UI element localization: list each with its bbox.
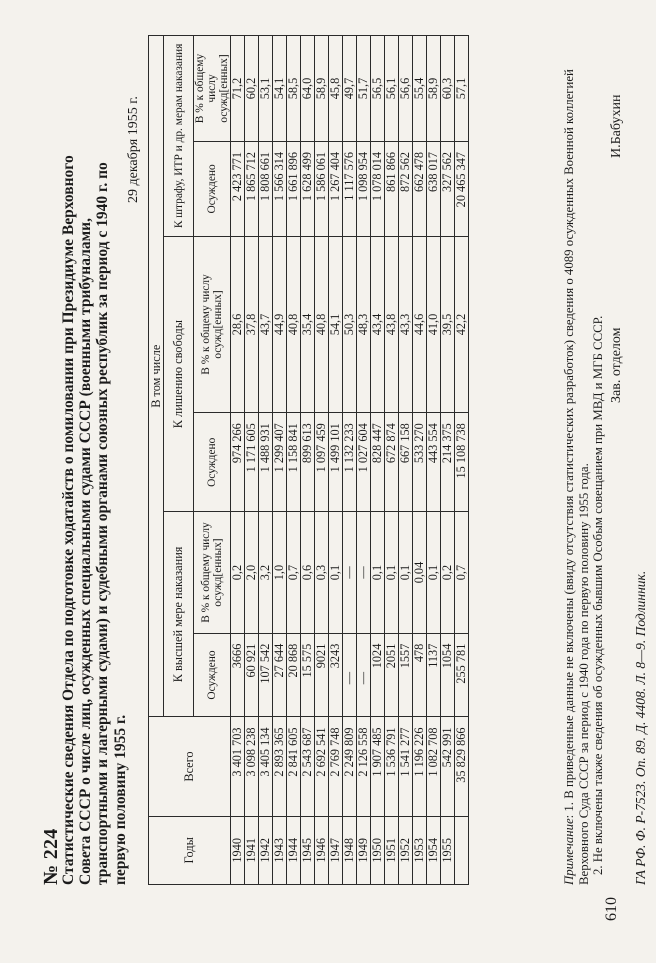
prison-percent-cell: 28,6	[231, 236, 245, 412]
prison-count-cell: 1 158 841	[287, 413, 301, 512]
note-1-text: : 1. В приведенные данные не включены (ввиду отсутствия статистических разработок) сведения о 4089 осужденных Военной коллегией Верховного Суда СССР за период с 1940 года по первую половину 1955 года.	[562, 69, 591, 885]
archive-source: ГА РФ. Ф. Р-7523. Оп. 89. Д. 4408. Л. 8—9. Подлинник.	[633, 570, 648, 885]
header-percent: В % к общему числу осужд[енных]	[194, 236, 231, 412]
death-count-cell: 2051	[385, 633, 399, 717]
fine-count-cell: 1 865 712	[245, 141, 259, 236]
fine-count-cell: 1 267 404	[329, 141, 343, 236]
death-percent-cell: 0,1	[385, 512, 399, 633]
death-percent-cell: 0,1	[329, 512, 343, 633]
fine-count-cell: 1 078 014	[371, 141, 385, 236]
notes	[562, 65, 606, 885]
prison-count-cell: 1 488 931	[259, 413, 273, 512]
table-row	[231, 36, 245, 885]
fine-count-cell: 327 562	[441, 141, 455, 236]
table-row	[329, 36, 343, 885]
total-cell: 3 098 238	[245, 717, 259, 816]
prison-percent-cell: 41,0	[427, 236, 441, 412]
year-cell: 1944	[287, 816, 301, 884]
death-percent-cell: 0,1	[399, 512, 413, 633]
total-cell: 35 829 866	[455, 717, 469, 816]
table-row	[399, 36, 413, 885]
table-row	[357, 36, 371, 885]
year-cell: 1954	[427, 816, 441, 884]
signature-position: Зав. отделом	[609, 327, 624, 403]
prison-count-cell: 899 613	[301, 413, 315, 512]
prison-percent-cell: 48,3	[357, 236, 371, 412]
death-count-cell: 1137	[427, 633, 441, 717]
table-body	[231, 36, 469, 885]
year-cell: 1946	[315, 816, 329, 884]
prison-count-cell: 1 499 101	[329, 413, 343, 512]
table-row	[245, 36, 259, 885]
note-label: Примечание	[562, 818, 576, 885]
table-row	[287, 36, 301, 885]
death-percent-cell: 0,2	[441, 512, 455, 633]
prison-percent-cell: 40,8	[287, 236, 301, 412]
header-percent: В % к общему числу осужд[енных]	[194, 36, 231, 142]
fine-percent-cell: 56,1	[385, 36, 399, 142]
fine-percent-cell: 55,4	[413, 36, 427, 142]
table-row	[413, 36, 427, 885]
fine-percent-cell: 57,1	[455, 36, 469, 142]
prison-count-cell: 1 097 459	[315, 413, 329, 512]
death-percent-cell: 0,3	[315, 512, 329, 633]
prison-count-cell: 1 299 407	[273, 413, 287, 512]
signature-name: И.Бабухин	[609, 94, 624, 158]
death-percent-cell: —	[357, 512, 371, 633]
death-percent-cell: 3,2	[259, 512, 273, 633]
death-count-cell: 3243	[329, 633, 343, 717]
death-count-cell: 60 921	[245, 633, 259, 717]
prison-percent-cell: 43,4	[371, 236, 385, 412]
fine-count-cell: 20 465 347	[455, 141, 469, 236]
header-fines-other: К штрафу, ИТР и др. мерам наказания	[164, 36, 194, 237]
fine-count-cell: 1 661 896	[287, 141, 301, 236]
prison-percent-cell: 43,7	[259, 236, 273, 412]
fine-count-cell: 861 866	[385, 141, 399, 236]
page-number: 610	[603, 897, 620, 921]
death-count-cell: 255 781	[455, 633, 469, 717]
total-cell: 3 405 134	[259, 717, 273, 816]
header-total: Всего	[149, 717, 231, 816]
fine-count-cell: 2 423 771	[231, 141, 245, 236]
prison-percent-cell: 50,3	[343, 236, 357, 412]
death-percent-cell: 0,2	[231, 512, 245, 633]
table-row	[441, 36, 455, 885]
death-percent-cell: 0,04	[413, 512, 427, 633]
total-cell: 2 769 748	[329, 717, 343, 816]
fine-count-cell: 1 628 499	[301, 141, 315, 236]
death-percent-cell: 1,0	[273, 512, 287, 633]
year-cell: 1951	[385, 816, 399, 884]
total-cell: 1 541 277	[399, 717, 413, 816]
death-count-cell: 27 644	[273, 633, 287, 717]
prison-percent-cell: 43,8	[385, 236, 399, 412]
fine-percent-cell: 45,8	[329, 36, 343, 142]
note-2: 2. Не включены также сведения об осужденных бывшим Особым совещанием при МВД и МГБ СССР.	[591, 315, 606, 875]
death-count-cell: 107 542	[259, 633, 273, 717]
fine-count-cell: 1 098 954	[357, 141, 371, 236]
year-cell: 1947	[329, 816, 343, 884]
fine-percent-cell: 64,0	[301, 36, 315, 142]
fine-percent-cell: 58,9	[315, 36, 329, 142]
fine-count-cell: 1 566 314	[273, 141, 287, 236]
table-row-total	[455, 36, 469, 885]
year-cell: 1948	[343, 816, 357, 884]
total-cell: 2 543 687	[301, 717, 315, 816]
fine-percent-cell: 58,9	[427, 36, 441, 142]
table-row	[427, 36, 441, 885]
fine-count-cell: 1 808 661	[259, 141, 273, 236]
year-cell: 1953	[413, 816, 427, 884]
year-cell: 1952	[399, 816, 413, 884]
fine-count-cell: 662 478	[413, 141, 427, 236]
total-cell: 2 841 605	[287, 717, 301, 816]
year-cell	[455, 816, 469, 884]
death-count-cell: —	[357, 633, 371, 717]
total-cell: 2 893 365	[273, 717, 287, 816]
table-row	[273, 36, 287, 885]
fine-percent-cell: 54,1	[273, 36, 287, 142]
death-percent-cell: —	[343, 512, 357, 633]
death-percent-cell: 0,7	[287, 512, 301, 633]
table-row	[315, 36, 329, 885]
death-count-cell: 15 575	[301, 633, 315, 717]
fine-count-cell: 1 117 576	[343, 141, 357, 236]
total-cell: 542 991	[441, 717, 455, 816]
table-row	[371, 36, 385, 885]
header-convicted: Осуждено	[194, 633, 231, 717]
year-cell: 1945	[301, 816, 315, 884]
total-cell: 1 907 485	[371, 717, 385, 816]
prison-percent-cell: 44,9	[273, 236, 287, 412]
year-cell: 1950	[371, 816, 385, 884]
total-cell: 3 401 703	[231, 717, 245, 816]
fine-percent-cell: 49,7	[343, 36, 357, 142]
total-cell: 2 126 558	[357, 717, 371, 816]
death-percent-cell: 0,7	[455, 512, 469, 633]
statistics-table	[148, 35, 469, 885]
prison-count-cell: 1 171 605	[245, 413, 259, 512]
death-count-cell: 1054	[441, 633, 455, 717]
prison-count-cell: 667 158	[399, 413, 413, 512]
death-percent-cell: 0,1	[371, 512, 385, 633]
prison-count-cell: 15 108 738	[455, 413, 469, 512]
year-cell: 1940	[231, 816, 245, 884]
header-convicted: Осуждено	[194, 141, 231, 236]
year-cell: 1941	[245, 816, 259, 884]
total-cell: 1 536 791	[385, 717, 399, 816]
prison-percent-cell: 37,8	[245, 236, 259, 412]
header-percent: В % к общему числу осужд[енных]	[194, 512, 231, 633]
year-cell: 1943	[273, 816, 287, 884]
fine-percent-cell: 51,7	[357, 36, 371, 142]
death-percent-cell: 0,1	[427, 512, 441, 633]
header-convicted: Осуждено	[194, 413, 231, 512]
prison-percent-cell: 43,3	[399, 236, 413, 412]
header-imprisonment: К лишению свободы	[164, 236, 194, 512]
table-row	[259, 36, 273, 885]
fine-percent-cell: 56,5	[371, 36, 385, 142]
prison-percent-cell: 42,2	[455, 236, 469, 412]
death-count-cell: 1557	[399, 633, 413, 717]
death-percent-cell: 2,0	[245, 512, 259, 633]
table-row	[343, 36, 357, 885]
header-including: В том числе	[149, 36, 164, 717]
death-count-cell: 9021	[315, 633, 329, 717]
fine-percent-cell: 58,5	[287, 36, 301, 142]
fine-count-cell: 1 586 061	[315, 141, 329, 236]
prison-percent-cell: 39,5	[441, 236, 455, 412]
fine-percent-cell: 71,2	[231, 36, 245, 142]
header-death-penalty: К высшей мере наказания	[164, 512, 194, 717]
year-cell: 1955	[441, 816, 455, 884]
prison-count-cell: 533 270	[413, 413, 427, 512]
document-number: № 224	[40, 828, 62, 885]
table-row	[301, 36, 315, 885]
total-cell: 1 082 708	[427, 717, 441, 816]
death-percent-cell: 0,6	[301, 512, 315, 633]
header-years: Годы	[149, 816, 231, 884]
death-count-cell: 478	[413, 633, 427, 717]
total-cell: 2 692 541	[315, 717, 329, 816]
note-1	[562, 65, 591, 885]
fine-percent-cell: 60,3	[441, 36, 455, 142]
death-count-cell: 1024	[371, 633, 385, 717]
prison-count-cell: 974 266	[231, 413, 245, 512]
death-count-cell: 20 868	[287, 633, 301, 717]
total-cell: 2 249 809	[343, 717, 357, 816]
fine-count-cell: 638 017	[427, 141, 441, 236]
prison-percent-cell: 54,1	[329, 236, 343, 412]
year-cell: 1949	[357, 816, 371, 884]
prison-count-cell: 672 874	[385, 413, 399, 512]
fine-percent-cell: 60,2	[245, 36, 259, 142]
total-cell: 1 196 226	[413, 717, 427, 816]
prison-count-cell: 828 447	[371, 413, 385, 512]
prison-percent-cell: 40,8	[315, 236, 329, 412]
prison-count-cell: 1 132 233	[343, 413, 357, 512]
death-count-cell: —	[343, 633, 357, 717]
year-cell: 1942	[259, 816, 273, 884]
fine-percent-cell: 53,1	[259, 36, 273, 142]
document-title: Статистические сведения Отдела по подготовке ходатайств о помиловании при Президиуме Верховного Совета СССР о числе лиц, осужденных специальными судами СССР (военными трибуналами, транспортными и лагерными судами) и судебными органами союзных республик за период с 1940 г. по первую половину 1955 г.	[60, 155, 129, 885]
prison-count-cell: 214 375	[441, 413, 455, 512]
prison-count-cell: 443 554	[427, 413, 441, 512]
fine-percent-cell: 56,6	[399, 36, 413, 142]
table-row	[385, 36, 399, 885]
prison-percent-cell: 44,6	[413, 236, 427, 412]
fine-count-cell: 872 562	[399, 141, 413, 236]
death-count-cell: 3666	[231, 633, 245, 717]
prison-percent-cell: 35,4	[301, 236, 315, 412]
document-date: 29 декабря 1955 г.	[126, 96, 141, 203]
prison-count-cell: 1 027 604	[357, 413, 371, 512]
